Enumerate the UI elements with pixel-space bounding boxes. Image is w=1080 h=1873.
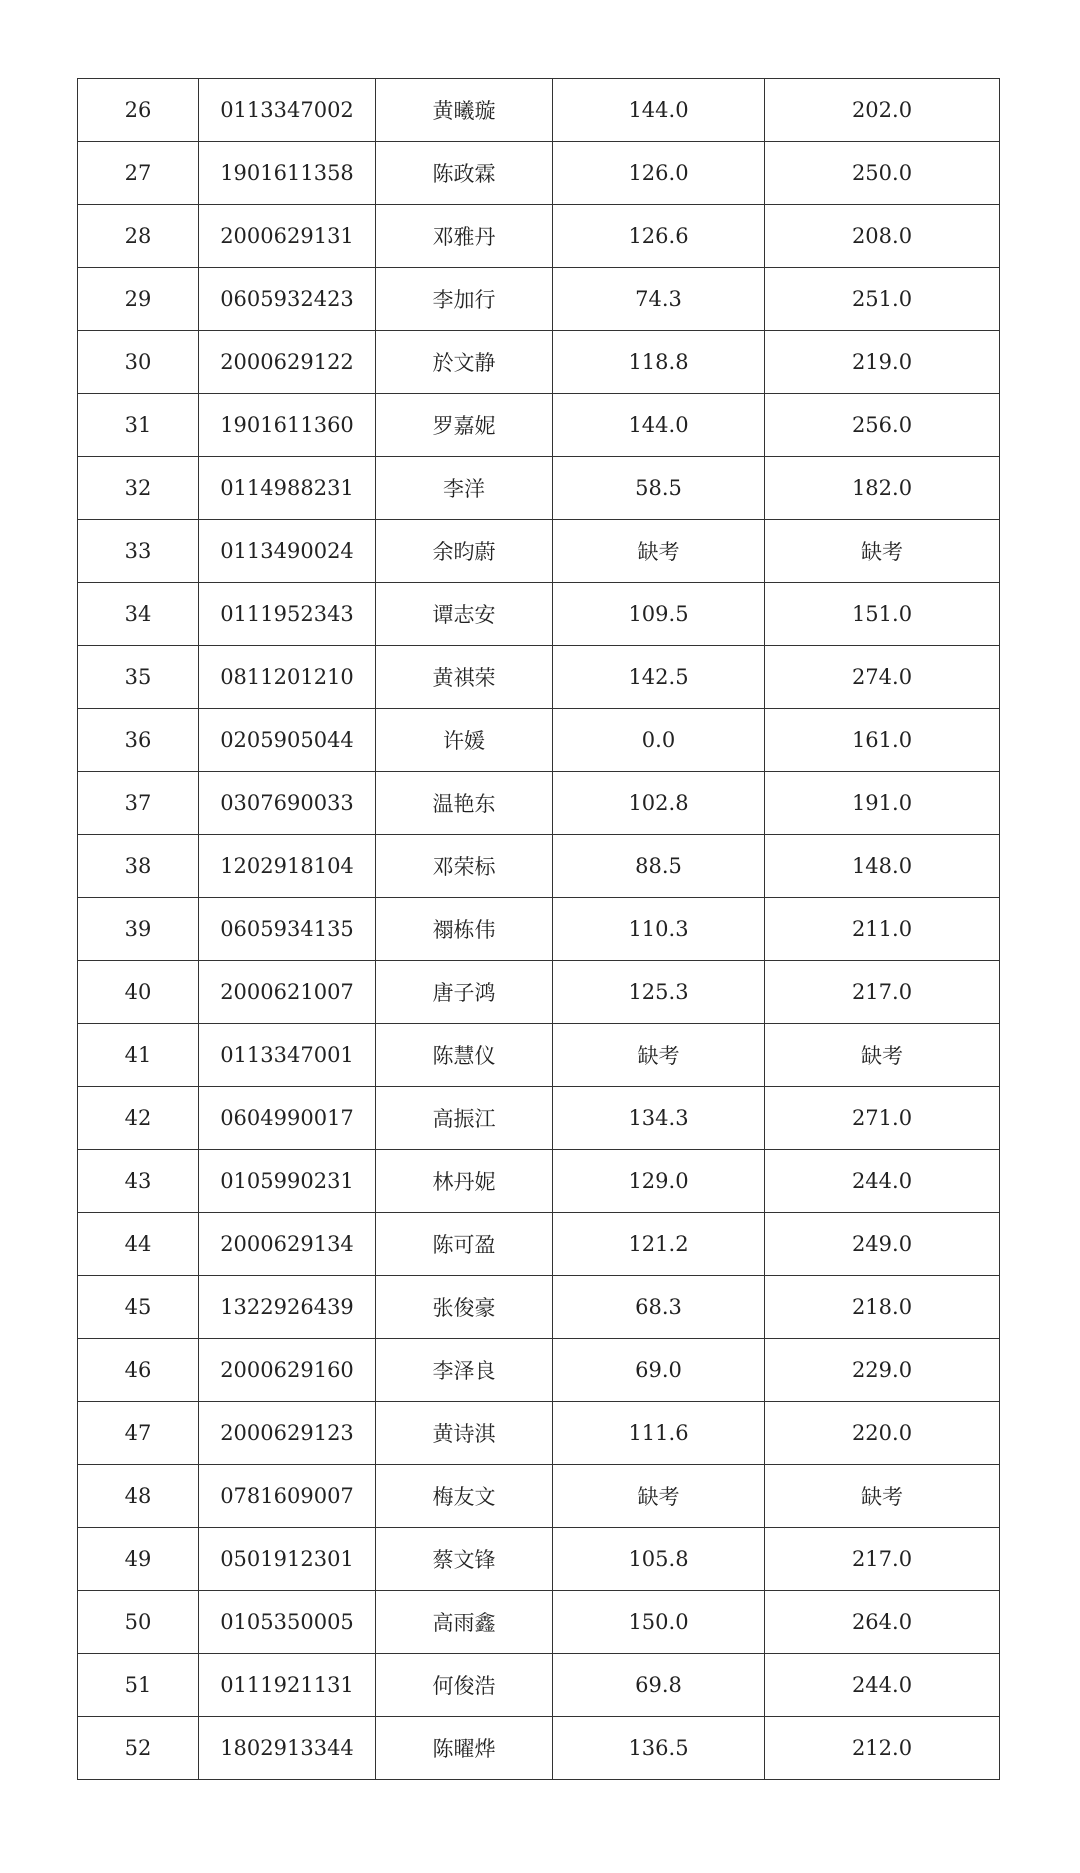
score-b-cell: 208.0 bbox=[765, 205, 1000, 268]
score-a-cell: 109.5 bbox=[553, 583, 765, 646]
name-cell: 李泽良 bbox=[376, 1339, 553, 1402]
name-cell: 梅友文 bbox=[376, 1465, 553, 1528]
table-row bbox=[78, 457, 1000, 520]
row-number-cell: 40 bbox=[78, 961, 199, 1024]
score-b-cell: 212.0 bbox=[765, 1717, 1000, 1780]
score-b-cell: 264.0 bbox=[765, 1591, 1000, 1654]
score-b-cell: 274.0 bbox=[765, 646, 1000, 709]
row-number-cell: 38 bbox=[78, 835, 199, 898]
table-row bbox=[78, 583, 1000, 646]
table-row bbox=[78, 646, 1000, 709]
score-a-cell: 111.6 bbox=[553, 1402, 765, 1465]
score-b-cell: 202.0 bbox=[765, 79, 1000, 142]
row-number-cell: 30 bbox=[78, 331, 199, 394]
table-row bbox=[78, 1654, 1000, 1717]
candidate-id-cell: 1202918104 bbox=[199, 835, 376, 898]
candidate-id-cell: 0605932423 bbox=[199, 268, 376, 331]
score-b-cell: 182.0 bbox=[765, 457, 1000, 520]
table-row bbox=[78, 1465, 1000, 1528]
row-number-cell: 48 bbox=[78, 1465, 199, 1528]
name-cell: 陈慧仪 bbox=[376, 1024, 553, 1087]
score-a-cell: 125.3 bbox=[553, 961, 765, 1024]
candidate-id-cell: 1901611358 bbox=[199, 142, 376, 205]
name-cell: 黄祺荣 bbox=[376, 646, 553, 709]
name-cell: 黄诗淇 bbox=[376, 1402, 553, 1465]
name-cell: 禤栋伟 bbox=[376, 898, 553, 961]
row-number-cell: 28 bbox=[78, 205, 199, 268]
candidate-id-cell: 2000621007 bbox=[199, 961, 376, 1024]
name-cell: 陈曜烨 bbox=[376, 1717, 553, 1780]
row-number-cell: 26 bbox=[78, 79, 199, 142]
score-b-cell: 229.0 bbox=[765, 1339, 1000, 1402]
name-cell: 罗嘉妮 bbox=[376, 394, 553, 457]
name-cell: 李洋 bbox=[376, 457, 553, 520]
name-cell: 温艳东 bbox=[376, 772, 553, 835]
table-row bbox=[78, 835, 1000, 898]
candidate-id-cell: 0604990017 bbox=[199, 1087, 376, 1150]
name-cell: 高雨鑫 bbox=[376, 1591, 553, 1654]
table-row bbox=[78, 142, 1000, 205]
table-row bbox=[78, 1213, 1000, 1276]
table-row bbox=[78, 898, 1000, 961]
name-cell: 黄曦璇 bbox=[376, 79, 553, 142]
score-b-cell: 191.0 bbox=[765, 772, 1000, 835]
score-a-cell: 74.3 bbox=[553, 268, 765, 331]
table-row bbox=[78, 1591, 1000, 1654]
candidate-id-cell: 0111921131 bbox=[199, 1654, 376, 1717]
candidate-id-cell: 2000629131 bbox=[199, 205, 376, 268]
score-b-cell: 244.0 bbox=[765, 1150, 1000, 1213]
row-number-cell: 45 bbox=[78, 1276, 199, 1339]
score-a-cell: 126.6 bbox=[553, 205, 765, 268]
name-cell: 谭志安 bbox=[376, 583, 553, 646]
score-b-cell: 249.0 bbox=[765, 1213, 1000, 1276]
table-row bbox=[78, 1276, 1000, 1339]
candidate-id-cell: 1802913344 bbox=[199, 1717, 376, 1780]
score-a-cell: 缺考 bbox=[553, 1024, 765, 1087]
table-row bbox=[78, 205, 1000, 268]
score-a-cell: 144.0 bbox=[553, 394, 765, 457]
candidate-id-cell: 2000629123 bbox=[199, 1402, 376, 1465]
score-b-cell: 244.0 bbox=[765, 1654, 1000, 1717]
name-cell: 唐子鸿 bbox=[376, 961, 553, 1024]
table-row bbox=[78, 1528, 1000, 1591]
table-row bbox=[78, 1150, 1000, 1213]
row-number-cell: 33 bbox=[78, 520, 199, 583]
name-cell: 邓荣标 bbox=[376, 835, 553, 898]
candidate-id-cell: 2000629134 bbox=[199, 1213, 376, 1276]
candidate-id-cell: 0105990231 bbox=[199, 1150, 376, 1213]
row-number-cell: 32 bbox=[78, 457, 199, 520]
score-a-cell: 69.8 bbox=[553, 1654, 765, 1717]
row-number-cell: 36 bbox=[78, 709, 199, 772]
candidate-id-cell: 1322926439 bbox=[199, 1276, 376, 1339]
name-cell: 蔡文锋 bbox=[376, 1528, 553, 1591]
row-number-cell: 46 bbox=[78, 1339, 199, 1402]
score-a-cell: 0.0 bbox=[553, 709, 765, 772]
row-number-cell: 37 bbox=[78, 772, 199, 835]
row-number-cell: 39 bbox=[78, 898, 199, 961]
row-number-cell: 42 bbox=[78, 1087, 199, 1150]
candidate-id-cell: 2000629160 bbox=[199, 1339, 376, 1402]
score-b-cell: 161.0 bbox=[765, 709, 1000, 772]
score-b-cell: 217.0 bbox=[765, 961, 1000, 1024]
name-cell: 余昀蔚 bbox=[376, 520, 553, 583]
name-cell: 邓雅丹 bbox=[376, 205, 553, 268]
row-number-cell: 44 bbox=[78, 1213, 199, 1276]
score-a-cell: 58.5 bbox=[553, 457, 765, 520]
score-b-cell: 缺考 bbox=[765, 1465, 1000, 1528]
candidate-id-cell: 0811201210 bbox=[199, 646, 376, 709]
row-number-cell: 34 bbox=[78, 583, 199, 646]
table-row bbox=[78, 520, 1000, 583]
candidate-id-cell: 0114988231 bbox=[199, 457, 376, 520]
row-number-cell: 49 bbox=[78, 1528, 199, 1591]
table-row bbox=[78, 1339, 1000, 1402]
candidate-id-cell: 0113347001 bbox=[199, 1024, 376, 1087]
score-a-cell: 150.0 bbox=[553, 1591, 765, 1654]
table-row bbox=[78, 79, 1000, 142]
table-row bbox=[78, 961, 1000, 1024]
table-row bbox=[78, 331, 1000, 394]
score-a-cell: 142.5 bbox=[553, 646, 765, 709]
score-a-cell: 102.8 bbox=[553, 772, 765, 835]
row-number-cell: 47 bbox=[78, 1402, 199, 1465]
row-number-cell: 50 bbox=[78, 1591, 199, 1654]
score-b-cell: 148.0 bbox=[765, 835, 1000, 898]
score-b-cell: 271.0 bbox=[765, 1087, 1000, 1150]
score-a-cell: 69.0 bbox=[553, 1339, 765, 1402]
candidate-id-cell: 0113490024 bbox=[199, 520, 376, 583]
score-a-cell: 126.0 bbox=[553, 142, 765, 205]
candidate-id-cell: 0111952343 bbox=[199, 583, 376, 646]
score-a-cell: 121.2 bbox=[553, 1213, 765, 1276]
table-row bbox=[78, 1402, 1000, 1465]
name-cell: 张俊豪 bbox=[376, 1276, 553, 1339]
candidate-id-cell: 0307690033 bbox=[199, 772, 376, 835]
score-a-cell: 136.5 bbox=[553, 1717, 765, 1780]
score-a-cell: 缺考 bbox=[553, 1465, 765, 1528]
score-b-cell: 缺考 bbox=[765, 520, 1000, 583]
score-a-cell: 144.0 bbox=[553, 79, 765, 142]
score-a-cell: 88.5 bbox=[553, 835, 765, 898]
candidate-id-cell: 2000629122 bbox=[199, 331, 376, 394]
score-b-cell: 211.0 bbox=[765, 898, 1000, 961]
candidate-id-cell: 0501912301 bbox=[199, 1528, 376, 1591]
table-row bbox=[78, 1024, 1000, 1087]
row-number-cell: 52 bbox=[78, 1717, 199, 1780]
score-a-cell: 105.8 bbox=[553, 1528, 765, 1591]
row-number-cell: 35 bbox=[78, 646, 199, 709]
table-row bbox=[78, 268, 1000, 331]
candidate-id-cell: 0605934135 bbox=[199, 898, 376, 961]
row-number-cell: 51 bbox=[78, 1654, 199, 1717]
candidate-id-cell: 0205905044 bbox=[199, 709, 376, 772]
score-b-cell: 256.0 bbox=[765, 394, 1000, 457]
score-b-cell: 218.0 bbox=[765, 1276, 1000, 1339]
name-cell: 何俊浩 bbox=[376, 1654, 553, 1717]
score-table-body bbox=[78, 79, 1000, 1780]
name-cell: 林丹妮 bbox=[376, 1150, 553, 1213]
table-row bbox=[78, 1087, 1000, 1150]
row-number-cell: 29 bbox=[78, 268, 199, 331]
candidate-id-cell: 0781609007 bbox=[199, 1465, 376, 1528]
score-b-cell: 220.0 bbox=[765, 1402, 1000, 1465]
score-b-cell: 缺考 bbox=[765, 1024, 1000, 1087]
score-b-cell: 219.0 bbox=[765, 331, 1000, 394]
name-cell: 李加行 bbox=[376, 268, 553, 331]
name-cell: 高振江 bbox=[376, 1087, 553, 1150]
name-cell: 许媛 bbox=[376, 709, 553, 772]
score-b-cell: 250.0 bbox=[765, 142, 1000, 205]
score-a-cell: 118.8 bbox=[553, 331, 765, 394]
row-number-cell: 31 bbox=[78, 394, 199, 457]
name-cell: 於文静 bbox=[376, 331, 553, 394]
score-a-cell: 134.3 bbox=[553, 1087, 765, 1150]
row-number-cell: 27 bbox=[78, 142, 199, 205]
table-row bbox=[78, 772, 1000, 835]
score-b-cell: 151.0 bbox=[765, 583, 1000, 646]
score-a-cell: 129.0 bbox=[553, 1150, 765, 1213]
table-row bbox=[78, 1717, 1000, 1780]
candidate-id-cell: 1901611360 bbox=[199, 394, 376, 457]
table-row bbox=[78, 709, 1000, 772]
row-number-cell: 43 bbox=[78, 1150, 199, 1213]
candidate-id-cell: 0113347002 bbox=[199, 79, 376, 142]
score-a-cell: 68.3 bbox=[553, 1276, 765, 1339]
name-cell: 陈可盈 bbox=[376, 1213, 553, 1276]
score-b-cell: 251.0 bbox=[765, 268, 1000, 331]
score-a-cell: 110.3 bbox=[553, 898, 765, 961]
score-a-cell: 缺考 bbox=[553, 520, 765, 583]
score-b-cell: 217.0 bbox=[765, 1528, 1000, 1591]
row-number-cell: 41 bbox=[78, 1024, 199, 1087]
score-table bbox=[77, 78, 1000, 1780]
candidate-id-cell: 0105350005 bbox=[199, 1591, 376, 1654]
table-row bbox=[78, 394, 1000, 457]
name-cell: 陈政霖 bbox=[376, 142, 553, 205]
